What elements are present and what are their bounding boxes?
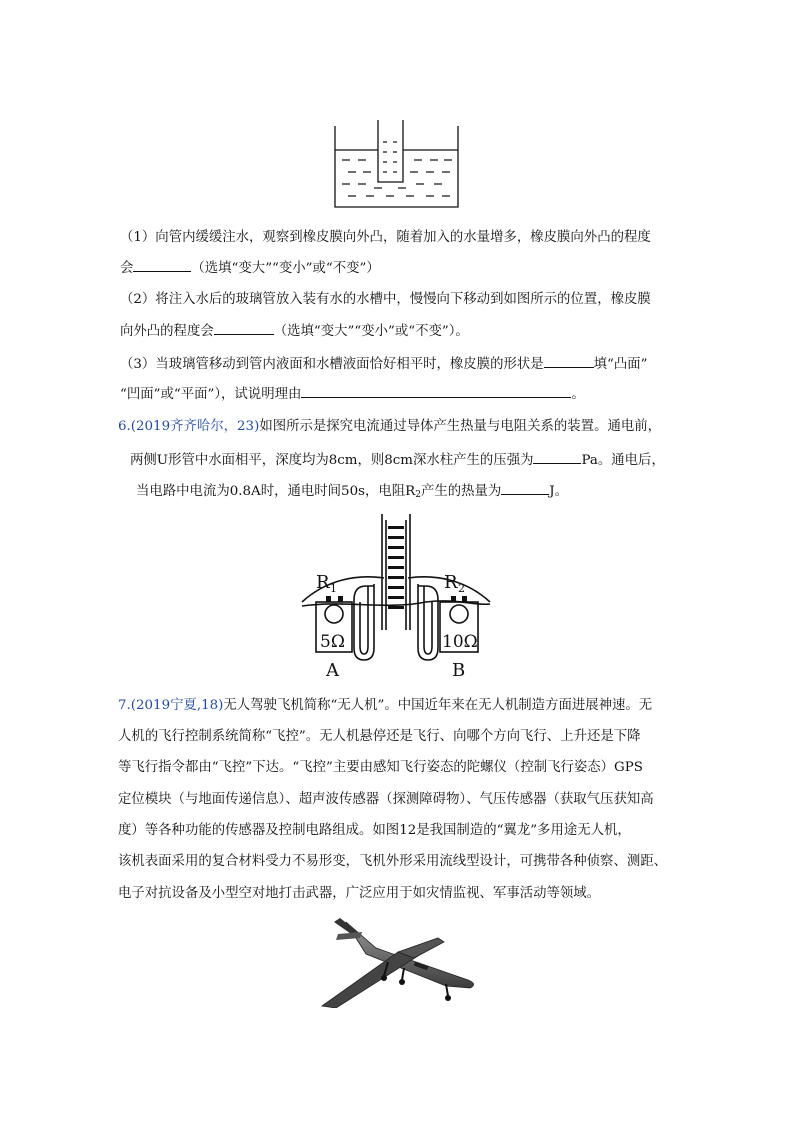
resistor-heating-figure (296, 510, 496, 682)
q6-text-3a: 当电路中电流为0.8A时，通电时间50s，电阻R (136, 484, 416, 499)
right-resistance: 10Ω (442, 632, 478, 652)
q5-part2-text-c: （选填“变大”“变小”或“不变”）。 (273, 324, 469, 339)
answer-blank[interactable] (544, 353, 594, 368)
q7-text-3: 等飞行指令都由“飞控”下达。“飞控”主要由感知飞行姿态的陀螺仪（控制飞行姿态）GPS (118, 760, 643, 775)
q7-source: (2019宁夏,18) (130, 698, 224, 713)
drone-image (318, 912, 480, 1008)
q7-line6 (118, 852, 667, 872)
q7-text-1: 无人驾驶飞机简称“无人机”。中国近年来在无人机制造方面进展神速。无 (223, 698, 653, 713)
tube-tank-figure (330, 120, 465, 212)
q6-text-3b: 产生的热量为 (420, 484, 502, 499)
q5-part2-line2 (120, 320, 469, 342)
q5-part1-line2 (120, 257, 380, 279)
r1-subscript: 1 (330, 582, 337, 595)
q6-text-1: 如图所示是探究电流通过导体产生热量与电阻关系的装置。通电前， (259, 419, 662, 434)
q7-number: 7. (118, 698, 131, 713)
q6-number: 6. (118, 419, 131, 434)
q6-source: (2019齐齐哈尔，23) (130, 419, 260, 434)
q7-line1 (118, 696, 652, 716)
r1-label: R (316, 572, 330, 593)
q6-text-2b: Pa。通电后， (581, 453, 665, 468)
q5-part1-text-a: （1）向管内缓缓注水，观察到橡皮膜向外凸，随着加入的水量增多，橡皮膜向外凸的程度 (120, 230, 651, 245)
answer-blank[interactable] (301, 383, 571, 398)
q5-part3-line2 (120, 383, 585, 405)
q7-line2 (118, 727, 641, 747)
left-resistance: 5Ω (320, 632, 345, 652)
q6-text-2a: 两侧U形管中水面相平，深度均为8cm，则8cm深水柱产生的压强为 (130, 453, 534, 468)
q5-part1-line1 (120, 228, 651, 248)
q6-line3 (136, 480, 568, 505)
label-b: B (452, 660, 466, 681)
q5-part2-text-b: 向外凸的程度会 (120, 324, 214, 339)
q7-line4 (118, 790, 654, 810)
q7-text-5: 度）等各种功能的传感器及控制电路组成。如图12是我国制造的“翼龙”多用途无人机， (118, 823, 631, 838)
q7-line7 (118, 884, 600, 904)
q6-text-3sub: 2 (415, 490, 421, 500)
q6-text-3c: J。 (549, 484, 569, 499)
q5-part3-text-b: 填“凸面” (593, 357, 648, 372)
q5-part1-text-c: （选填“变大”“变小”或“不变”） (191, 261, 380, 276)
q7-line3 (118, 758, 643, 778)
answer-blank[interactable] (133, 257, 191, 272)
q5-part3-text-a: （3）当玻璃管移动到管内液面和水槽液面恰好相平时，橡皮膜的形状是 (120, 357, 544, 372)
q7-line5 (118, 821, 631, 841)
q7-text-4: 定位模块（与地面传递信息）、超声波传感器（探测障碍物）、气压传感器（获取气压获知高 (118, 792, 654, 807)
q6-line1 (118, 417, 661, 437)
answer-blank[interactable] (533, 449, 581, 464)
q7-text-6: 该机表面采用的复合材料受力不易形变，飞机外形采用流线型设计，可携带各种侦察、测距、 (118, 854, 668, 869)
q5-part3-line1 (120, 353, 648, 375)
answer-blank[interactable] (214, 320, 274, 335)
q7-text-2: 人机的飞行控制系统简称“飞控”。无人机悬停还是飞行、向哪个方向飞行、上升还是下降 (118, 729, 641, 744)
q5-part3-text-c: “凹面”或“平面”），试说明理由 (120, 387, 302, 402)
q5-part2-text-a: （2）将注入水后的玻璃管放入装有水的水槽中，慢慢向下移动到如图所示的位置，橡皮膜 (120, 292, 651, 307)
label-a: A (326, 660, 339, 681)
q5-part1-text-b: 会 (120, 261, 134, 276)
q5-part3-text-d: 。 (571, 387, 585, 402)
answer-blank[interactable] (501, 480, 549, 495)
r2-subscript: 2 (458, 582, 465, 595)
q7-text-7: 电子对抗设备及小型空对地打击武器，广泛应用于如灾情监视、军事活动等领域。 (118, 886, 601, 901)
r2-label: R (444, 572, 458, 593)
q5-part2-line1 (120, 290, 651, 310)
q6-line2 (130, 449, 665, 471)
